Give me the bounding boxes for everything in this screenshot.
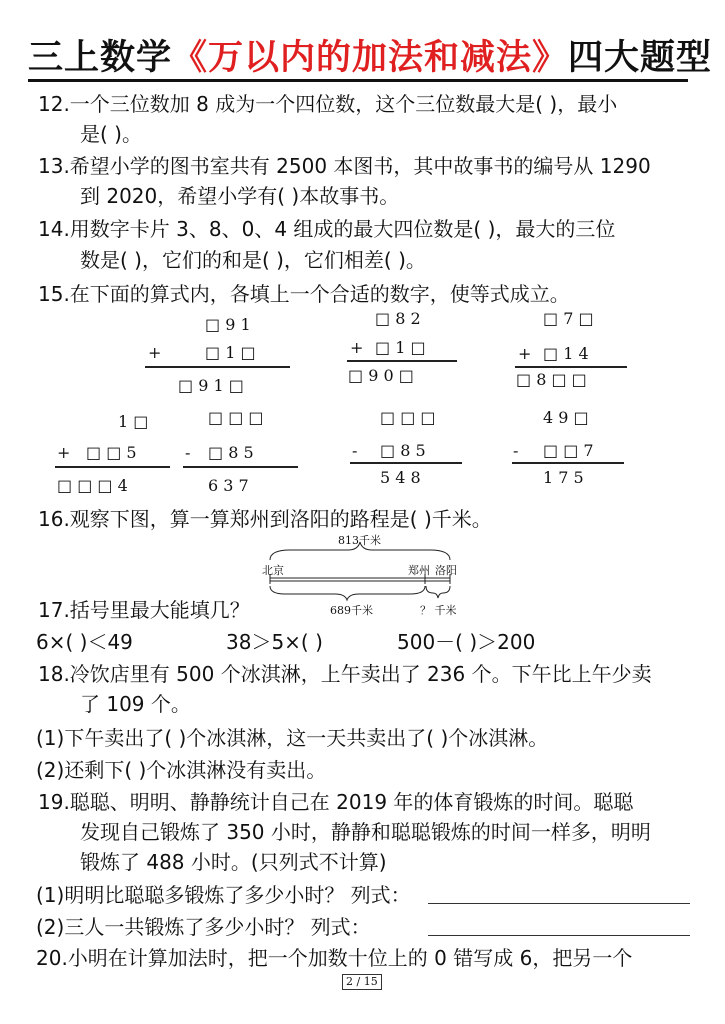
q15-p1-op: + (148, 343, 162, 362)
q15-p3-res: □ 8 □ □ (516, 370, 587, 389)
q19-sub1: (1)明明比聪聪多锻炼了多少小时？ 列式： (36, 883, 411, 907)
page-title (28, 30, 712, 80)
q15-p2-res: □ 9 0 □ (348, 366, 414, 385)
q18-sub2: (2)还剩下( )个冰淇淋没有卖出。 (36, 758, 327, 782)
q14-line2: 数是( )，它们的和是( )，它们相差( )。 (80, 248, 426, 272)
q19-line3: 锻炼了 488 小时。(只列式不计算) (80, 850, 387, 874)
q15-p4-rule (55, 466, 170, 468)
q15-p2-mid: □ 1 □ (375, 338, 426, 357)
q15-p5-top: □ □ □ (208, 408, 264, 427)
q15-p3-mid: □ 1 4 (543, 344, 589, 363)
q15-p2-rule (347, 360, 457, 362)
q15-p3-op: + (518, 344, 532, 363)
q15-p1-mid: □ 1 □ (205, 343, 256, 362)
q17-item-1: 6×( )＜49 (36, 630, 133, 654)
q19-sub2-answer-line[interactable] (428, 935, 690, 936)
q15-p5-res: 6 3 7 (208, 476, 249, 495)
page-number: 2 / 15 (342, 974, 382, 990)
route-diagram (250, 530, 470, 618)
q15-p4-mid: □ □ 5 (86, 443, 137, 462)
q18-line2: 了 109 个。 (80, 692, 191, 716)
q13-line1: 13.希望小学的图书室共有 2500 本图书，其中故事书的编号从 1290 (38, 154, 651, 178)
q20-line1: 20.小明在计算加法时，把一个加数十位上的 0 错写成 6，把另一个 (36, 946, 633, 970)
q15-p1-rule (145, 366, 290, 368)
q15-p7-rule (512, 462, 624, 464)
city-luoyang: 洛阳 (435, 564, 457, 577)
q19-sub1-answer-line[interactable] (428, 903, 690, 904)
q15-p5-op: - (185, 443, 191, 462)
q15-p4-top: 1 □ (118, 412, 149, 431)
q18-line1: 18.冷饮店里有 500 个冰淇淋，上午卖出了 236 个。下午比上午少卖 (38, 662, 652, 686)
title-underline (28, 79, 688, 82)
q18-sub1: (1)下午卖出了( )个冰淇淋，这一天共卖出了( )个冰淇淋。 (36, 726, 549, 750)
q15-p1-res: □ 9 1 □ (178, 376, 244, 395)
city-beijing: 北京 (262, 564, 284, 577)
q15-p6-top: □ □ □ (380, 408, 436, 427)
q15-p4-op: + (57, 443, 71, 462)
distance-unknown-label: ？ 千米 (420, 604, 457, 617)
q12-line2: 是( )。 (80, 122, 142, 146)
q15-p2-top: □ 8 2 (375, 309, 421, 328)
q15-p7-res: 1 7 5 (543, 468, 584, 487)
q15-p2-op: + (350, 338, 364, 357)
q15-p7-op: - (513, 441, 519, 460)
q13-line2: 到 2020，希望小学有( )本故事书。 (80, 184, 400, 208)
title-part3: 四大题型 (568, 38, 713, 78)
distance-beijing-zhengzhou-label: 689千米 (330, 604, 373, 617)
q17-text: 17.括号里最大能填几？ (38, 598, 250, 622)
q15-p3-top: □ 7 □ (543, 309, 594, 328)
q15-p5-mid: □ 8 5 (208, 443, 254, 462)
city-zhengzhou: 郑州 (408, 564, 430, 577)
q19-line1: 19.聪聪、明明、静静统计自己在 2019 年的体育锻炼的时间。聪聪 (38, 790, 634, 814)
title-part2: 《万以内的加法和减法》 (172, 38, 569, 78)
q15-p6-rule (350, 462, 462, 464)
q19-sub2: (2)三人一共锻炼了多少小时？ 列式： (36, 915, 371, 939)
q15-p7-mid: □ □ 7 (543, 441, 594, 460)
q17-item-3: 500－( )＞200 (397, 630, 536, 654)
q15-p1-top: □ 9 1 (205, 315, 251, 334)
q15-p3-rule (515, 366, 627, 368)
q14-line1: 14.用数字卡片 3、8、0、4 组成的最大四位数是( )，最大的三位 (38, 217, 616, 241)
q15-p6-mid: □ 8 5 (380, 441, 426, 460)
q16-text: 16.观察下图，算一算郑州到洛阳的路程是( )千米。 (38, 507, 492, 531)
q12-line1: 12.一个三位数加 8 成为一个四位数，这个三位数最大是( )，最小 (38, 92, 618, 116)
q19-line2: 发现自己锻炼了 350 小时，静静和聪聪锻炼的时间一样多，明明 (80, 820, 651, 844)
q15-p6-res: 5 4 8 (380, 468, 421, 487)
title-part1: 三上数学 (28, 38, 173, 78)
q15-p4-res: □ □ □ 4 (57, 476, 128, 495)
q17-item-2: 38＞5×( ) (226, 630, 323, 654)
q15-text: 15.在下面的算式内，各填上一个合适的数字，使等式成立。 (38, 282, 570, 306)
q15-p5-rule (183, 466, 298, 468)
q15-p6-op: - (352, 441, 358, 460)
q15-p7-top: 4 9 □ (543, 408, 589, 427)
distance-total-label: 813千米 (338, 534, 381, 547)
